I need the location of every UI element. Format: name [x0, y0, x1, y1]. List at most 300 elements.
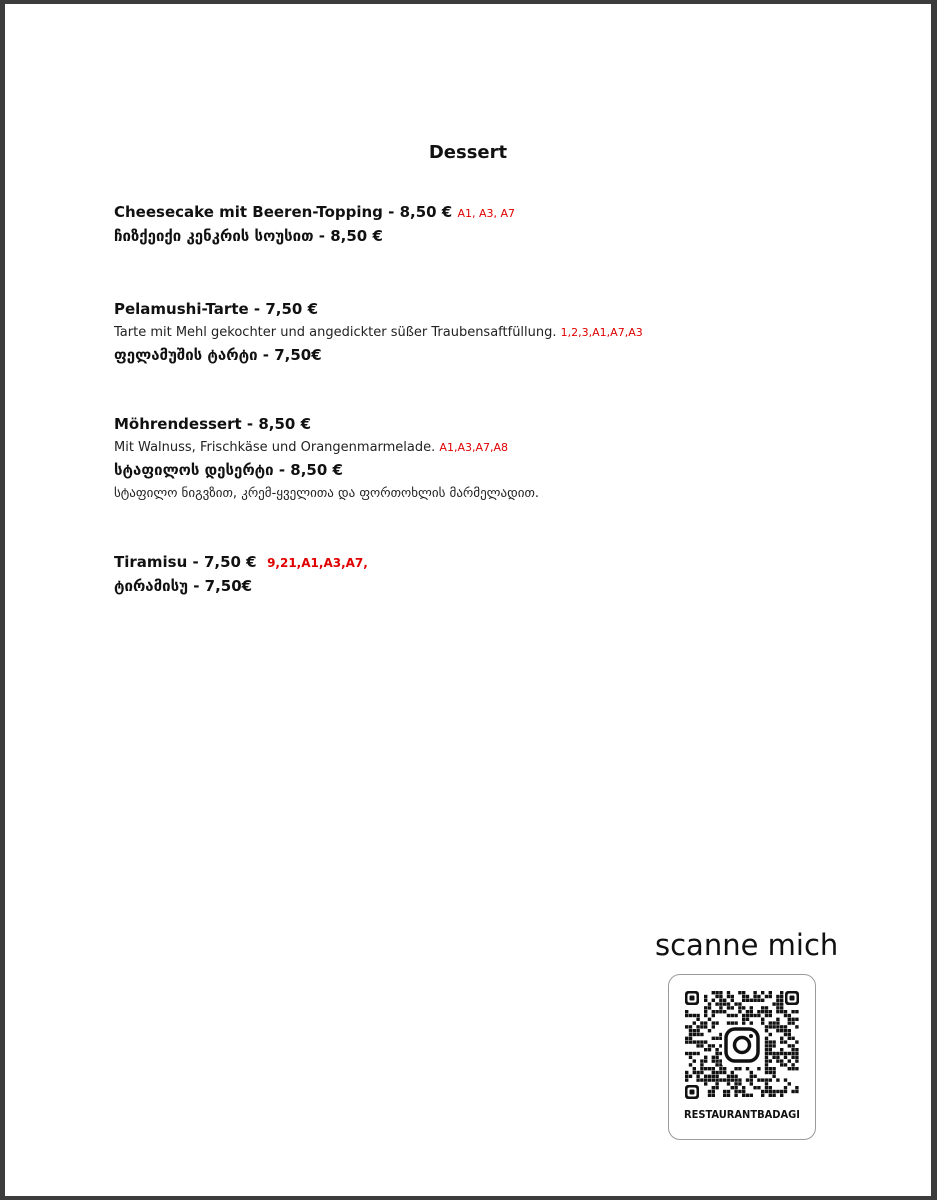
qr-module — [715, 1078, 718, 1081]
qr-module — [757, 1086, 760, 1089]
qr-module — [689, 1025, 692, 1028]
qr-module — [719, 1002, 722, 1005]
qr-module — [750, 999, 753, 1002]
qr-module — [719, 991, 722, 994]
qr-module — [734, 1082, 737, 1085]
qr-module — [712, 1075, 715, 1078]
qr-module — [700, 1033, 703, 1036]
qr-module — [685, 1078, 688, 1081]
item-name: Tiramisu - 7,50 € — [114, 553, 257, 571]
qr-module — [696, 1025, 699, 1028]
qr-module — [780, 1048, 783, 1051]
qr-module — [719, 1010, 722, 1013]
qr-module — [788, 1052, 791, 1055]
qr-module — [750, 1014, 753, 1017]
qr-module — [776, 1021, 779, 1024]
qr-module — [742, 1021, 745, 1024]
qr-module — [689, 1056, 692, 1059]
qr-module — [791, 1056, 794, 1059]
qr-module — [784, 1033, 787, 1036]
qr-module — [765, 995, 768, 998]
qr-module — [780, 1002, 783, 1005]
qr-module — [731, 1071, 734, 1074]
qr-module — [791, 1063, 794, 1066]
qr-module — [788, 1018, 791, 1021]
qr-module — [784, 1063, 787, 1066]
qr-module — [708, 1094, 711, 1097]
qr-module — [719, 1078, 722, 1081]
qr-module — [696, 1075, 699, 1078]
qr-module — [723, 999, 726, 1002]
qr-module — [753, 1086, 756, 1089]
qr-module — [795, 1025, 798, 1028]
qr-module — [693, 1052, 696, 1055]
qr-module — [746, 995, 749, 998]
qr-module — [765, 1010, 768, 1013]
qr-module — [769, 1067, 772, 1070]
qr-module — [788, 1037, 791, 1040]
qr-module — [784, 1052, 787, 1055]
qr-module — [761, 999, 764, 1002]
qr-module — [738, 1082, 741, 1085]
qr-module — [772, 1056, 775, 1059]
qr-module — [719, 1067, 722, 1070]
qr-caption: RESTAURANTBADAGI — [684, 1108, 800, 1121]
qr-module — [772, 1075, 775, 1078]
qr-module — [780, 1006, 783, 1009]
qr-module — [693, 1014, 696, 1017]
qr-module — [780, 999, 783, 1002]
qr-module — [727, 1090, 730, 1093]
menu-page — [5, 4, 931, 1196]
qr-module — [712, 1044, 715, 1047]
qr-module — [746, 1067, 749, 1070]
menu-item-cheesecake — [114, 201, 834, 248]
qr-module — [712, 1090, 715, 1093]
qr-module — [784, 1090, 787, 1093]
qr-module — [719, 995, 722, 998]
qr-module — [704, 1056, 707, 1059]
qr-module — [689, 1037, 692, 1040]
qr-module — [727, 1075, 730, 1078]
qr-module — [765, 1040, 768, 1043]
qr-module — [791, 1067, 794, 1070]
qr-module — [731, 1086, 734, 1089]
qr-module — [700, 1063, 703, 1066]
qr-module — [780, 1029, 783, 1032]
qr-module — [795, 1090, 798, 1093]
qr-module — [765, 1059, 768, 1062]
qr-module — [689, 1040, 692, 1043]
qr-module — [788, 1029, 791, 1032]
qr-module — [795, 1018, 798, 1021]
qr-module — [708, 1078, 711, 1081]
item-description-line — [114, 321, 834, 344]
qr-module — [715, 995, 718, 998]
qr-module — [712, 1086, 715, 1089]
qr-module — [731, 1021, 734, 1024]
qr-module — [685, 1025, 688, 1028]
qr-module — [731, 995, 734, 998]
qr-module — [734, 1075, 737, 1078]
qr-module — [765, 1048, 768, 1051]
qr-module — [761, 1006, 764, 1009]
qr-module — [696, 1052, 699, 1055]
item-name: Pelamushi-Tarte - 7,50 € — [114, 300, 319, 318]
qr-module — [765, 1006, 768, 1009]
qr-module — [704, 995, 707, 998]
qr-module — [693, 1071, 696, 1074]
qr-module — [704, 1048, 707, 1051]
qr-module — [769, 1040, 772, 1043]
qr-module — [788, 1021, 791, 1024]
qr-module — [753, 1075, 756, 1078]
qr-module — [700, 1021, 703, 1024]
qr-module — [765, 1052, 768, 1055]
qr-module — [765, 1067, 768, 1070]
qr-module — [731, 1075, 734, 1078]
qr-module — [795, 1048, 798, 1051]
qr-module — [791, 1052, 794, 1055]
qr-module — [772, 1071, 775, 1074]
qr-module — [693, 1040, 696, 1043]
qr-module — [734, 1067, 737, 1070]
qr-module — [727, 1082, 730, 1085]
qr-module — [712, 1037, 715, 1040]
menu-item-pelamushi — [114, 298, 834, 367]
qr-module — [689, 1033, 692, 1036]
qr-module — [769, 1025, 772, 1028]
qr-module — [742, 1094, 745, 1097]
qr-module — [776, 999, 779, 1002]
qr-module — [784, 1040, 787, 1043]
qr-module — [757, 1078, 760, 1081]
qr-module — [715, 991, 718, 994]
item-georgian-name: სტაფილოს დესერტი - 8,50 € — [114, 461, 343, 479]
item-name: Möhrendessert - 8,50 € — [114, 415, 312, 433]
qr-module — [765, 1044, 768, 1047]
item-georgian-description: სტაფილო ნიგვზით, კრემ-ყველითა და ფორთოხლის მარმელადით. — [114, 486, 540, 501]
allergen-codes: A1,A3,A7,A8 — [439, 441, 509, 454]
qr-module — [704, 1040, 707, 1043]
qr-module — [765, 1025, 768, 1028]
qr-module — [776, 1025, 779, 1028]
qr-module — [734, 1078, 737, 1081]
qr-module — [784, 1086, 787, 1089]
qr-module — [704, 1014, 707, 1017]
qr-module — [700, 1067, 703, 1070]
qr-module — [734, 1014, 737, 1017]
qr-module — [715, 1052, 718, 1055]
qr-module — [761, 1078, 764, 1081]
qr-module — [795, 1059, 798, 1062]
qr-module — [734, 1090, 737, 1093]
qr-module — [776, 995, 779, 998]
qr-module — [746, 1078, 749, 1081]
qr-module — [712, 999, 715, 1002]
qr-module — [723, 1067, 726, 1070]
qr-module — [761, 1021, 764, 1024]
qr-module — [708, 1018, 711, 1021]
qr-module — [712, 1025, 715, 1028]
qr-module — [727, 1094, 730, 1097]
qr-module — [704, 1078, 707, 1081]
qr-module — [757, 1067, 760, 1070]
qr-module — [769, 1033, 772, 1036]
qr-module — [727, 995, 730, 998]
qr-module — [780, 1059, 783, 1062]
qr-module — [788, 1067, 791, 1070]
qr-module — [738, 1010, 741, 1013]
qr-module — [738, 1006, 741, 1009]
qr-module — [734, 1021, 737, 1024]
qr-module — [765, 1078, 768, 1081]
qr-module — [715, 1059, 718, 1062]
qr-module — [769, 1090, 772, 1093]
qr-module — [780, 1052, 783, 1055]
qr-module — [750, 1094, 753, 1097]
qr-module — [765, 1014, 768, 1017]
qr-module — [791, 1048, 794, 1051]
qr-module — [712, 1059, 715, 1062]
qr-module — [753, 991, 756, 994]
qr-module — [780, 1063, 783, 1066]
qr-module — [765, 1037, 768, 1040]
qr-module — [715, 1010, 718, 1013]
qr-module — [791, 1090, 794, 1093]
qr-module — [700, 1025, 703, 1028]
qr-module — [715, 1056, 718, 1059]
item-georgian-name: ჩიზქეიქი კენკრის სოუსით - 8,50 € — [114, 227, 383, 245]
qr-module — [708, 1044, 711, 1047]
qr-module — [731, 1078, 734, 1081]
item-description-line — [114, 436, 834, 459]
qr-module — [769, 1059, 772, 1062]
qr-module — [780, 1040, 783, 1043]
qr-module — [715, 1075, 718, 1078]
qr-module — [719, 999, 722, 1002]
qr-module — [765, 1082, 768, 1085]
qr-module — [727, 991, 730, 994]
qr-module — [731, 1006, 734, 1009]
page-title: Dessert — [428, 142, 508, 163]
qr-module — [761, 991, 764, 994]
qr-module — [723, 1071, 726, 1074]
qr-module — [776, 1029, 779, 1032]
qr-module — [791, 1018, 794, 1021]
qr-module — [791, 1021, 794, 1024]
qr-module — [769, 995, 772, 998]
qr-module — [742, 1014, 745, 1017]
qr-module — [723, 1078, 726, 1081]
item-georgian-name: ტირამისუ - 7,50€ — [114, 577, 253, 595]
qr-module — [727, 1002, 730, 1005]
qr-module — [742, 999, 745, 1002]
qr-module — [715, 1063, 718, 1066]
qr-module — [772, 1090, 775, 1093]
qr-module — [776, 1090, 779, 1093]
qr-module — [776, 1059, 779, 1062]
qr-module — [719, 1006, 722, 1009]
qr-module — [738, 991, 741, 994]
qr-module — [715, 1086, 718, 1089]
qr-module — [795, 1086, 798, 1089]
qr-module — [788, 1033, 791, 1036]
qr-module — [704, 999, 707, 1002]
qr-module — [731, 999, 734, 1002]
qr-module — [757, 1010, 760, 1013]
qr-module — [689, 1029, 692, 1032]
qr-module — [769, 1078, 772, 1081]
qr-module — [772, 1021, 775, 1024]
qr-module — [704, 1006, 707, 1009]
qr-module — [776, 1078, 779, 1081]
qr-module — [700, 1059, 703, 1062]
qr-module — [769, 991, 772, 994]
qr-module — [769, 1044, 772, 1047]
qr-module — [693, 1059, 696, 1062]
qr-module — [753, 1014, 756, 1017]
qr-module — [685, 1010, 688, 1013]
qr-module — [750, 1071, 753, 1074]
qr-module — [704, 1021, 707, 1024]
qr-module — [761, 1094, 764, 1097]
qr-module — [685, 1071, 688, 1074]
qr-module — [795, 1067, 798, 1070]
qr-module — [685, 1052, 688, 1055]
qr-module — [696, 1040, 699, 1043]
qr-module — [712, 1078, 715, 1081]
qr-module — [746, 1094, 749, 1097]
qr-module — [750, 1021, 753, 1024]
item-georgian-name: ფელამუშის ტარტი - 7,50€ — [114, 346, 322, 364]
qr-module — [750, 1082, 753, 1085]
qr-module — [693, 1029, 696, 1032]
qr-module — [742, 995, 745, 998]
qr-module — [727, 1078, 730, 1081]
qr-module — [784, 1014, 787, 1017]
qr-module — [750, 1075, 753, 1078]
menu-item-moehrendessert — [114, 413, 834, 505]
qr-module — [685, 1040, 688, 1043]
qr-module — [791, 1044, 794, 1047]
qr-module — [734, 1094, 737, 1097]
qr-module — [772, 1002, 775, 1005]
qr-module — [765, 1090, 768, 1093]
qr-module — [742, 1086, 745, 1089]
qr-module — [788, 1014, 791, 1017]
qr-module — [784, 1025, 787, 1028]
qr-module — [742, 1006, 745, 1009]
qr-module — [761, 1010, 764, 1013]
qr-module — [715, 1002, 718, 1005]
qr-module — [723, 1094, 726, 1097]
qr-module — [734, 1086, 737, 1089]
qr-module — [772, 1052, 775, 1055]
item-description: Tarte mit Mehl gekochter und angedickter süßer Traubensaftfüllung. — [114, 325, 557, 340]
qr-module — [693, 1021, 696, 1024]
qr-module — [723, 1002, 726, 1005]
qr-module — [734, 1002, 737, 1005]
qr-module — [715, 1071, 718, 1074]
qr-module — [780, 991, 783, 994]
qr-module — [761, 1018, 764, 1021]
qr-module — [704, 1025, 707, 1028]
qr-module — [788, 1082, 791, 1085]
qr-module — [712, 1067, 715, 1070]
qr-module — [746, 999, 749, 1002]
qr-code-card[interactable] — [668, 974, 816, 1140]
qr-module — [750, 1078, 753, 1081]
qr-module — [708, 1075, 711, 1078]
qr-module — [784, 1056, 787, 1059]
qr-module — [772, 1040, 775, 1043]
scan-label: scanne mich — [655, 928, 839, 962]
qr-module — [795, 1056, 798, 1059]
qr-module — [769, 1071, 772, 1074]
allergen-codes: A1, A3, A7 — [457, 207, 516, 220]
qr-module — [685, 1014, 688, 1017]
qr-module — [685, 1075, 688, 1078]
instagram-icon — [722, 1025, 762, 1065]
qr-module — [723, 1010, 726, 1013]
qr-module — [780, 995, 783, 998]
qr-module — [715, 1048, 718, 1051]
qr-module — [780, 1025, 783, 1028]
qr-module — [696, 1044, 699, 1047]
qr-module — [769, 1048, 772, 1051]
qr-module — [696, 1014, 699, 1017]
qr-module — [776, 1052, 779, 1055]
item-description: Mit Walnuss, Frischkäse und Orangenmarmelade. — [114, 440, 436, 455]
qr-module — [712, 1056, 715, 1059]
qr-module — [689, 1075, 692, 1078]
qr-module — [765, 1056, 768, 1059]
qr-module — [708, 1090, 711, 1093]
qr-module — [757, 1014, 760, 1017]
qr-module — [776, 1006, 779, 1009]
qr-module — [693, 1033, 696, 1036]
qr-module — [715, 1037, 718, 1040]
qr-module — [712, 1021, 715, 1024]
qr-module — [776, 1010, 779, 1013]
qr-module — [765, 1063, 768, 1066]
allergen-codes: 9,21,A1,A3,A7, — [267, 556, 368, 570]
qr-module — [696, 1018, 699, 1021]
qr-module — [780, 1010, 783, 1013]
qr-module — [712, 1014, 715, 1017]
qr-module — [738, 1002, 741, 1005]
qr-module — [712, 1071, 715, 1074]
qr-module — [791, 1037, 794, 1040]
qr-module — [685, 1037, 688, 1040]
qr-module — [704, 1082, 707, 1085]
qr-module — [738, 1067, 741, 1070]
qr-module — [700, 1071, 703, 1074]
qr-module — [693, 1067, 696, 1070]
qr-module — [780, 1037, 783, 1040]
qr-module — [765, 1029, 768, 1032]
qr-module — [689, 1052, 692, 1055]
item-name: Cheesecake mit Beeren-Topping - 8,50 € — [114, 203, 453, 221]
qr-module — [723, 1090, 726, 1093]
qr-module — [769, 1014, 772, 1017]
qr-module — [750, 1010, 753, 1013]
qr-finder-bottom-left — [685, 1085, 699, 1099]
qr-module — [704, 1059, 707, 1062]
qr-module — [788, 1044, 791, 1047]
qr-module — [731, 1014, 734, 1017]
